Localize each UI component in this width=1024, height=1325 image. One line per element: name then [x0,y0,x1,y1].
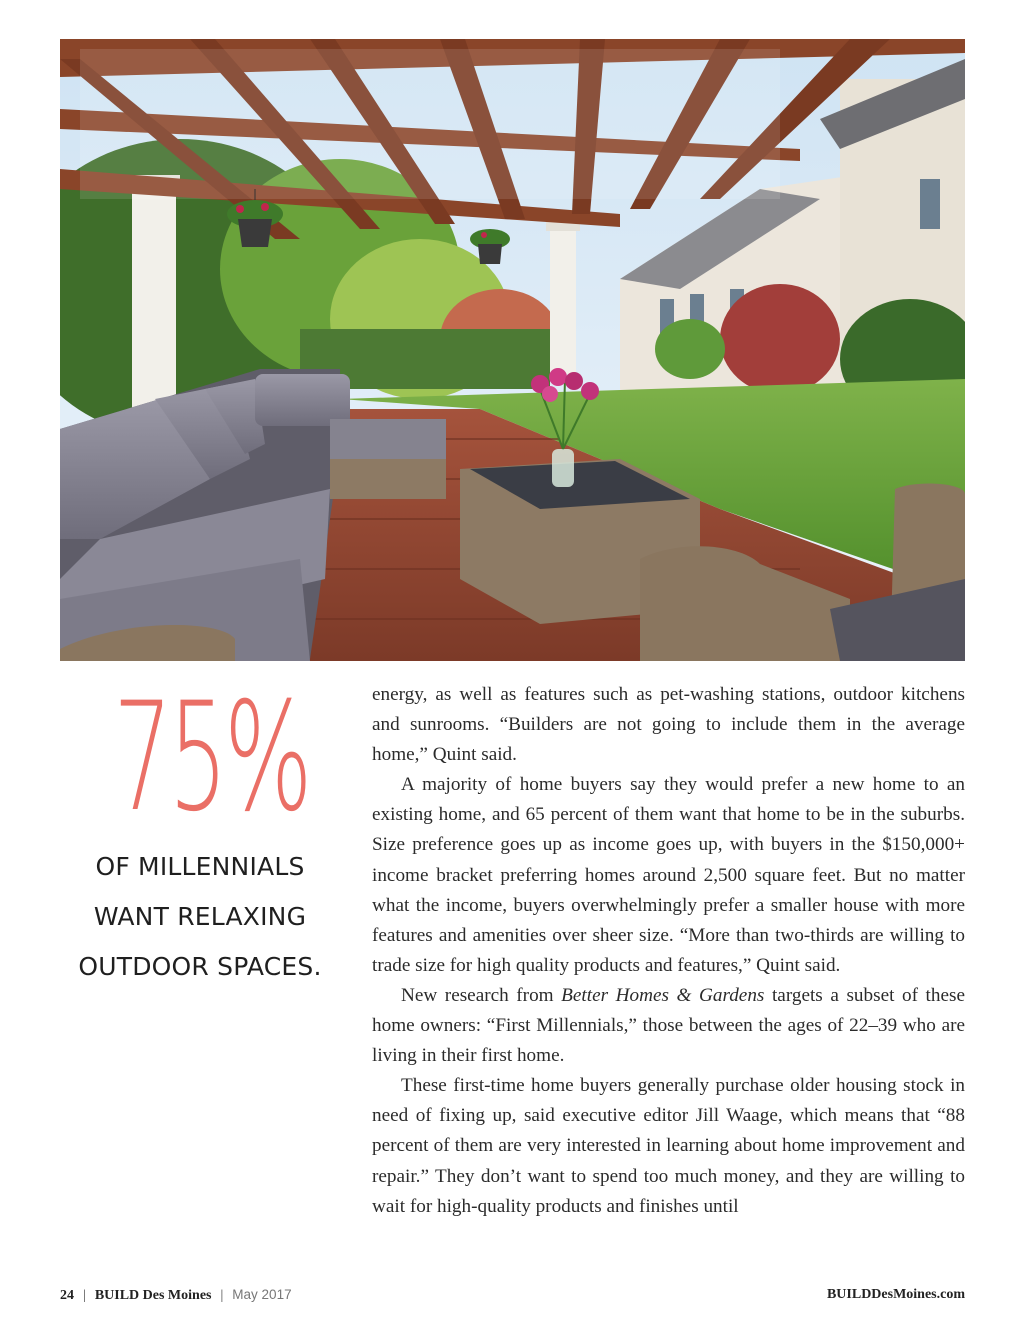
footer-separator: | [220,1288,224,1303]
page-footer [60,1287,965,1307]
article-paragraph: These first-time home buyers generally purchase older housing stock in need of fixing up, said executive editor Jill Waage, which means that “88 percent of them are very interested in learning about home improvement and repair.” They don’t want to spend too much money, and they are willing to wait for high-quality products and finishes until [372,1075,965,1217]
pull-quote-line: OUTDOOR SPACES. [78,952,322,981]
article-paragraph [372,981,965,1071]
pull-quote-stat: 75% [113,671,309,845]
website-link[interactable]: BUILDDesMoines.com [826,1287,965,1302]
article-text: New research from [401,984,562,1006]
article-paragraph: A majority of home buyers say they would prefer a new home to an existing home, and 65 percent of them want that home to be in the suburbs. Size preference goes up as income goes up, with buyers in the $150,000+ income bracket preferring homes around 2,500 square feet. But no matter what the income, buyers overwhelmingly prefer a smaller house with more features and amenities over sheer size. “More than two-thirds are willing to trade size for high quality products and features,” Quint said. [372,774,965,976]
publication-name: BUILD Des Moines [94,1288,212,1303]
patio-pergola-photo [60,39,965,661]
pull-quote [60,671,340,992]
page-number: 24 [60,1288,74,1303]
issue-date: May 2017 [232,1287,292,1302]
hero-photo [60,39,965,661]
pull-quote-line: WANT RELAXING [93,902,307,931]
article-body [372,680,965,1222]
footer-separator: | [83,1288,86,1303]
pull-quote-line: OF MILLENNIALS [95,852,305,881]
article-paragraph: energy, as well as features such as pet-washing stations, outdoor kitchens and sunrooms. “Builders are not going to include them in the average home,” Quint said. [372,684,965,766]
article-text: targets a subset of these home owners: “First Millennials,” those between the ages of 22–39 who are living in their first home. [372,984,965,1067]
publication-title: Better Homes & Gardens [561,984,765,1006]
